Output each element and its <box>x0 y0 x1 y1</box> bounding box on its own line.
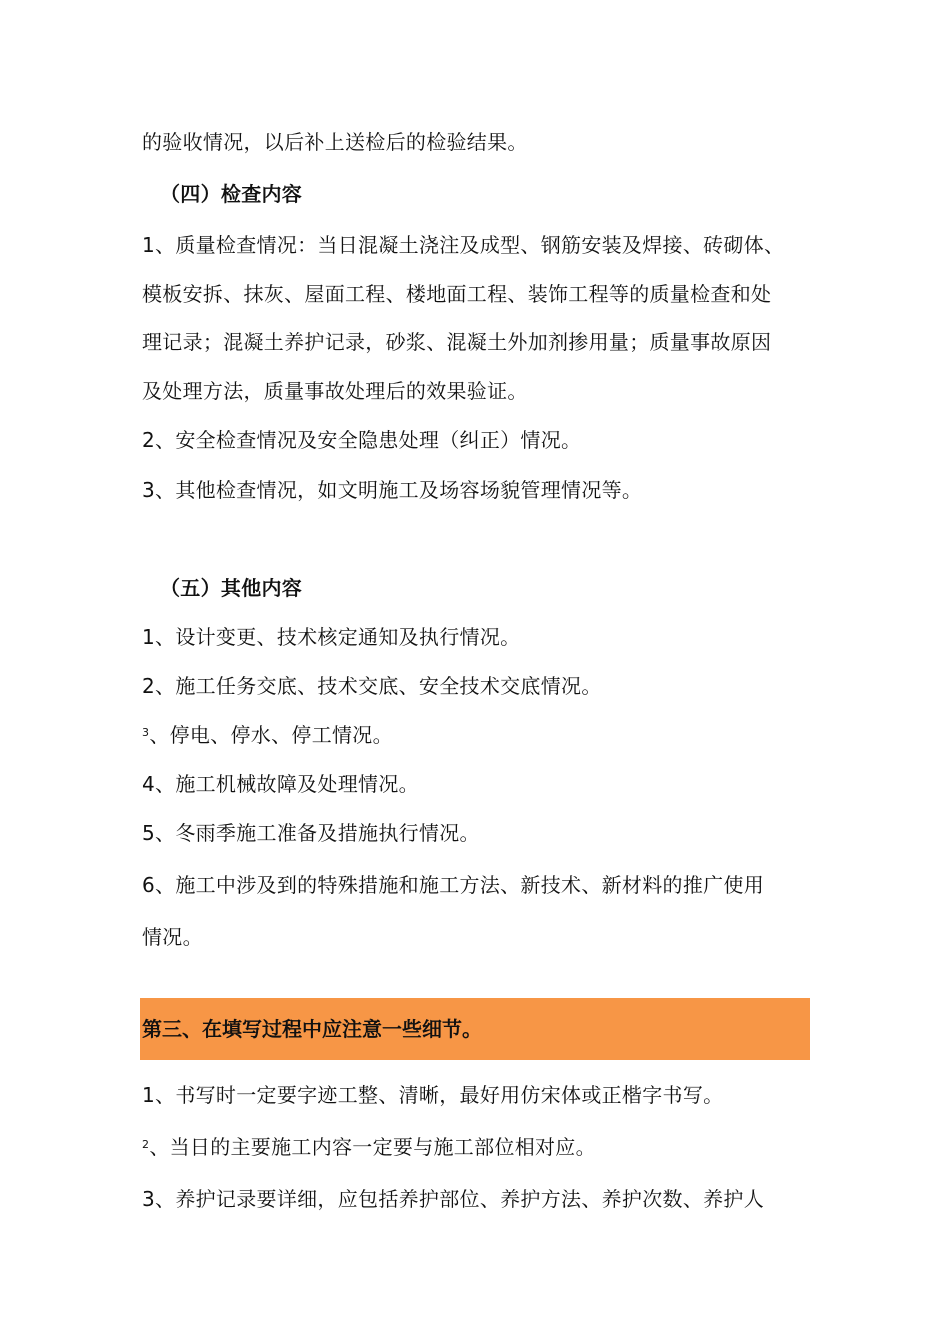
section-heading-four: （四）检查内容 <box>160 182 303 206</box>
list-item-line: 6、施工中涉及到的特殊措施和施工方法、新技术、新材料的推广使用 <box>142 873 765 897</box>
list-item: 1、设计变更、技术核定通知及执行情况。 <box>142 625 521 649</box>
list-item-text: 、停电、停水、停工情况。 <box>149 723 393 747</box>
list-item-line: 1、质量检查情况：当日混凝土浇注及成型、钢筋安装及焊接、砖砌体、 <box>142 233 785 257</box>
list-item-line: 理记录；混凝土养护记录，砂浆、混凝土外加剂掺用量；质量事故原因 <box>142 330 772 354</box>
list-item: 2、安全检查情况及安全隐患处理（纠正）情况。 <box>142 428 582 452</box>
list-item-line: 模板安拆、抹灰、屋面工程、楼地面工程、装饰工程等的质量检查和处 <box>142 282 772 306</box>
highlight-banner <box>140 998 810 1060</box>
list-item: 2、施工任务交底、技术交底、安全技术交底情况。 <box>142 674 602 698</box>
list-item <box>142 1133 596 1161</box>
list-item <box>142 721 393 749</box>
list-item-text: 、当日的主要施工内容一定要与施工部位相对应。 <box>149 1135 596 1159</box>
list-number: 2 <box>142 1138 150 1151</box>
banner-heading: 第三、在填写过程中应注意一些细节。 <box>142 1017 482 1041</box>
section-heading-five: （五）其他内容 <box>160 576 303 600</box>
list-item: 1、书写时一定要字迹工整、清晰，最好用仿宋体或正楷字书写。 <box>142 1083 724 1107</box>
list-item-line: 3、养护记录要详细，应包括养护部位、养护方法、养护次数、养护人 <box>142 1187 765 1211</box>
list-item: 3、其他检查情况，如文明施工及场容场貌管理情况等。 <box>142 478 643 502</box>
paragraph-line: 的验收情况，以后补上送检后的检验结果。 <box>142 130 528 154</box>
list-item-line: 情况。 <box>142 925 203 949</box>
list-item-line: 及处理方法，质量事故处理后的效果验证。 <box>142 379 528 403</box>
list-item: 4、施工机械故障及处理情况。 <box>142 772 419 796</box>
list-item: 5、冬雨季施工准备及措施执行情况。 <box>142 821 480 845</box>
list-number: 3 <box>142 726 150 739</box>
